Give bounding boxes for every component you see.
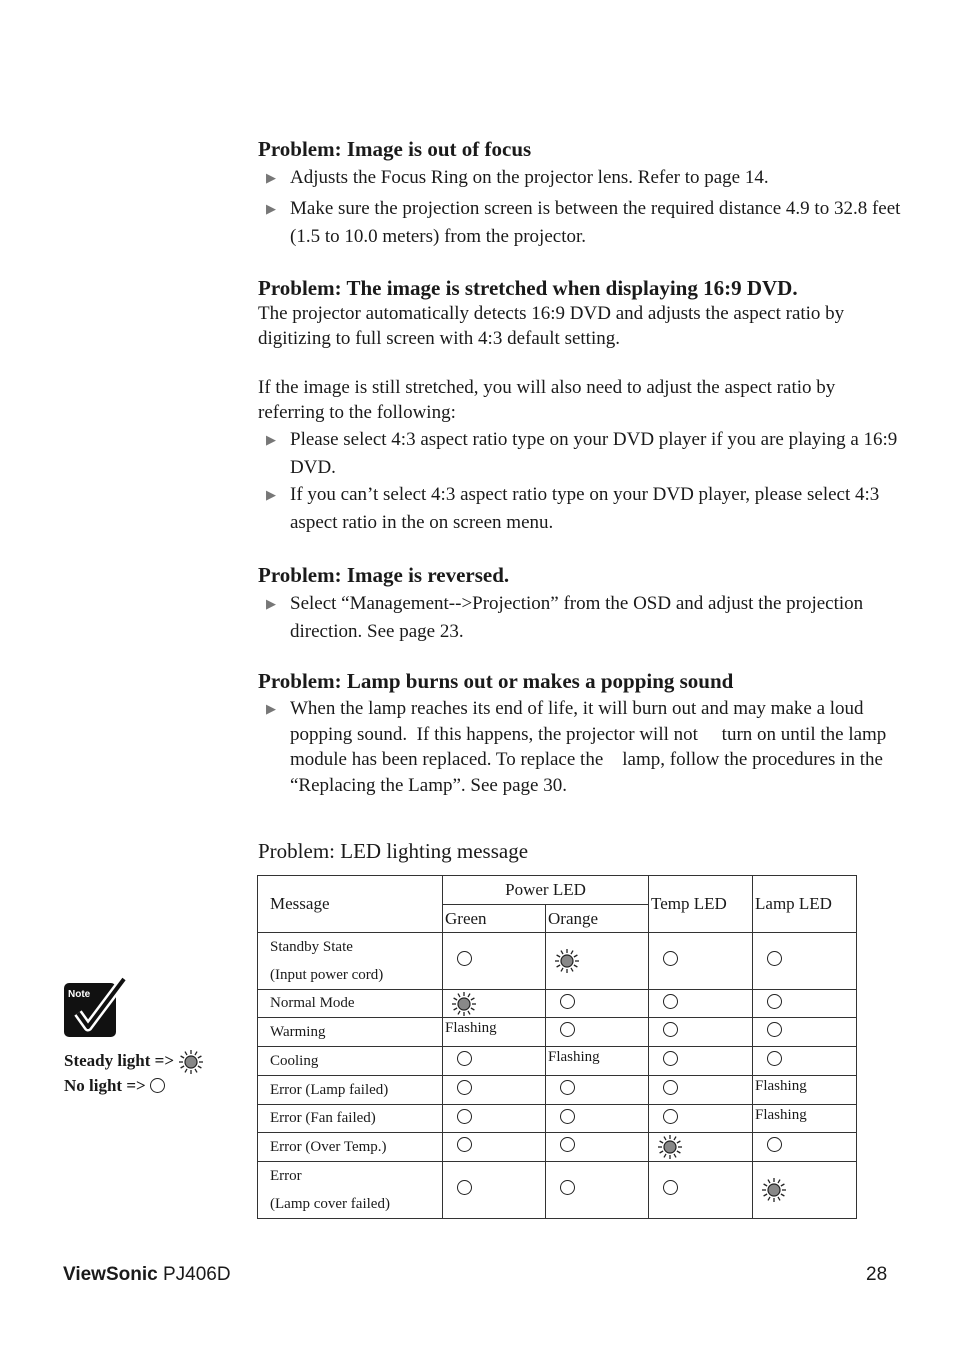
sun-icon bbox=[451, 995, 477, 1011]
circle-icon bbox=[663, 1180, 678, 1195]
led-off-indicator bbox=[753, 1133, 857, 1162]
row-label: Warming bbox=[258, 1018, 443, 1047]
led-off-indicator bbox=[753, 933, 857, 990]
heading-stretched-image: Problem: The image is stretched when displaying 16:9 DVD. bbox=[258, 276, 798, 300]
svg-text:Note: Note bbox=[68, 989, 91, 1000]
led-off-indicator bbox=[443, 1076, 546, 1105]
led-steady-indicator bbox=[443, 990, 546, 1018]
heading-lamp-burns-out: Problem: Lamp burns out or makes a popping sound bbox=[258, 669, 734, 693]
led-off-indicator bbox=[649, 1076, 753, 1105]
led-off-indicator bbox=[546, 1076, 649, 1105]
circle-icon bbox=[767, 1137, 782, 1152]
row-label: Error (Lamp failed) bbox=[258, 1076, 443, 1105]
led-off-indicator bbox=[753, 1047, 857, 1076]
led-flashing-label: Flashing bbox=[546, 1047, 649, 1076]
table-row bbox=[258, 1018, 857, 1047]
led-table-body bbox=[258, 933, 857, 1219]
sun-icon bbox=[761, 1181, 787, 1197]
header-green: Green bbox=[443, 905, 546, 933]
circle-icon bbox=[457, 1051, 472, 1066]
circle-icon bbox=[457, 951, 472, 966]
heading-image-reversed: Problem: Image is reversed. bbox=[258, 563, 510, 587]
led-section-title: Problem: LED lighting message bbox=[258, 839, 529, 863]
circle-icon bbox=[767, 951, 782, 966]
circle-icon bbox=[457, 1137, 472, 1152]
legend-none: No light => bbox=[64, 1076, 165, 1096]
led-off-indicator bbox=[546, 1105, 649, 1133]
bullet-arrow-icon: ▶ bbox=[266, 201, 276, 216]
table-row bbox=[258, 1047, 857, 1076]
row-label: Error (Fan failed) bbox=[258, 1105, 443, 1133]
bullet-arrow-icon: ▶ bbox=[266, 487, 276, 502]
bullet-arrow-icon: ▶ bbox=[266, 432, 276, 447]
bullet-arrow-icon: ▶ bbox=[266, 596, 276, 611]
note-icon bbox=[64, 977, 128, 1044]
list-item: ▶ Select “Management-->Projection” from the OSD and adjust the projection direction. See page 23. bbox=[258, 590, 908, 646]
led-off-indicator bbox=[649, 1105, 753, 1133]
led-off-indicator bbox=[649, 933, 753, 990]
led-off-indicator bbox=[443, 1162, 546, 1219]
circle-icon bbox=[663, 1051, 678, 1066]
row-label: Error (Lamp cover failed) bbox=[258, 1162, 443, 1219]
circle-icon bbox=[560, 1137, 575, 1152]
header-message: Message bbox=[258, 876, 443, 933]
led-off-indicator bbox=[546, 1018, 649, 1047]
led-off-indicator bbox=[546, 1133, 649, 1162]
table-row bbox=[258, 990, 857, 1018]
circle-icon bbox=[560, 1180, 575, 1195]
heading-out-of-focus: Problem: Image is out of focus bbox=[258, 137, 532, 161]
footer-brand: ViewSonic PJ406D bbox=[63, 1264, 231, 1285]
circle-icon bbox=[663, 1109, 678, 1124]
led-flashing-label: Flashing bbox=[753, 1105, 857, 1133]
list-item: ▶ Make sure the projection screen is between the required distance 4.9 to 32.8 feet (1.5 to 10.0 meters) from the projector. bbox=[258, 195, 908, 251]
led-steady-indicator bbox=[753, 1162, 857, 1219]
led-off-indicator bbox=[649, 1047, 753, 1076]
bullet-arrow-icon: ▶ bbox=[266, 701, 276, 716]
led-off-indicator bbox=[443, 1133, 546, 1162]
led-steady-indicator bbox=[546, 933, 649, 990]
paragraph: If the image is still stretched, you will also need to adjust the aspect ratio by referring to the following: bbox=[258, 377, 836, 423]
led-flashing-label: Flashing bbox=[443, 1018, 546, 1047]
circle-icon bbox=[767, 994, 782, 1009]
header-power-led: Power LED bbox=[443, 876, 649, 905]
header-temp-led: Temp LED bbox=[649, 876, 753, 933]
circle-icon bbox=[560, 1022, 575, 1037]
led-flashing-label: Flashing bbox=[753, 1076, 857, 1105]
led-off-indicator bbox=[443, 1105, 546, 1133]
circle-icon bbox=[457, 1109, 472, 1124]
table-row bbox=[258, 1133, 857, 1162]
circle-icon bbox=[150, 1078, 165, 1093]
sun-icon bbox=[657, 1138, 683, 1154]
list-item: ▶ When the lamp reaches its end of life, it will burn out and may make a loud popping sound. If this happens, the projector will not turn on until the lamp module has been replaced. To replace the lamp, follow the procedures in the “Replacing the Lamp”. See page 30. bbox=[266, 698, 892, 796]
led-off-indicator bbox=[753, 1018, 857, 1047]
led-off-indicator bbox=[546, 990, 649, 1018]
led-off-indicator bbox=[649, 990, 753, 1018]
circle-icon bbox=[560, 1080, 575, 1095]
led-off-indicator bbox=[649, 1018, 753, 1047]
circle-icon bbox=[560, 994, 575, 1009]
table-row bbox=[258, 1105, 857, 1133]
sun-icon bbox=[554, 952, 580, 968]
circle-icon bbox=[560, 1109, 575, 1124]
sun-icon bbox=[178, 1051, 204, 1070]
page-number: 28 bbox=[866, 1264, 888, 1285]
circle-icon bbox=[663, 1080, 678, 1095]
list-item: ▶ If you can’t select 4:3 aspect ratio type on your DVD player, please select 4:3 aspect ratio in the on screen menu. bbox=[258, 481, 908, 537]
list-item: ▶ Please select 4:3 aspect ratio type on your DVD player if you are playing a 16:9 DVD. bbox=[258, 426, 908, 482]
led-off-indicator bbox=[443, 1047, 546, 1076]
circle-icon bbox=[663, 1022, 678, 1037]
header-orange: Orange bbox=[546, 905, 649, 933]
circle-icon bbox=[767, 1051, 782, 1066]
led-off-indicator bbox=[546, 1162, 649, 1219]
row-label: Normal Mode bbox=[258, 990, 443, 1018]
led-off-indicator bbox=[649, 1162, 753, 1219]
table-row bbox=[258, 933, 857, 990]
led-table bbox=[257, 875, 857, 1219]
circle-icon bbox=[663, 994, 678, 1009]
list-item: ▶ Adjusts the Focus Ring on the projector lens. Refer to page 14. bbox=[258, 164, 908, 192]
header-lamp-led: Lamp LED bbox=[753, 876, 857, 933]
row-label: Standby State (Input power cord) bbox=[258, 933, 443, 990]
row-label: Error (Over Temp.) bbox=[258, 1133, 443, 1162]
led-off-indicator bbox=[753, 990, 857, 1018]
circle-icon bbox=[663, 951, 678, 966]
row-label: Cooling bbox=[258, 1047, 443, 1076]
table-row bbox=[258, 1162, 857, 1219]
paragraph: The projector automatically detects 16:9 DVD and adjusts the aspect ratio by digitizing to full screen with 4:3 default setting. bbox=[258, 303, 845, 349]
led-steady-indicator bbox=[649, 1133, 753, 1162]
circle-icon bbox=[457, 1180, 472, 1195]
circle-icon bbox=[767, 1022, 782, 1037]
circle-icon bbox=[457, 1080, 472, 1095]
table-row bbox=[258, 1076, 857, 1105]
legend-steady: Steady light => bbox=[64, 1049, 204, 1075]
led-off-indicator bbox=[443, 933, 546, 990]
bullet-arrow-icon: ▶ bbox=[266, 170, 276, 185]
